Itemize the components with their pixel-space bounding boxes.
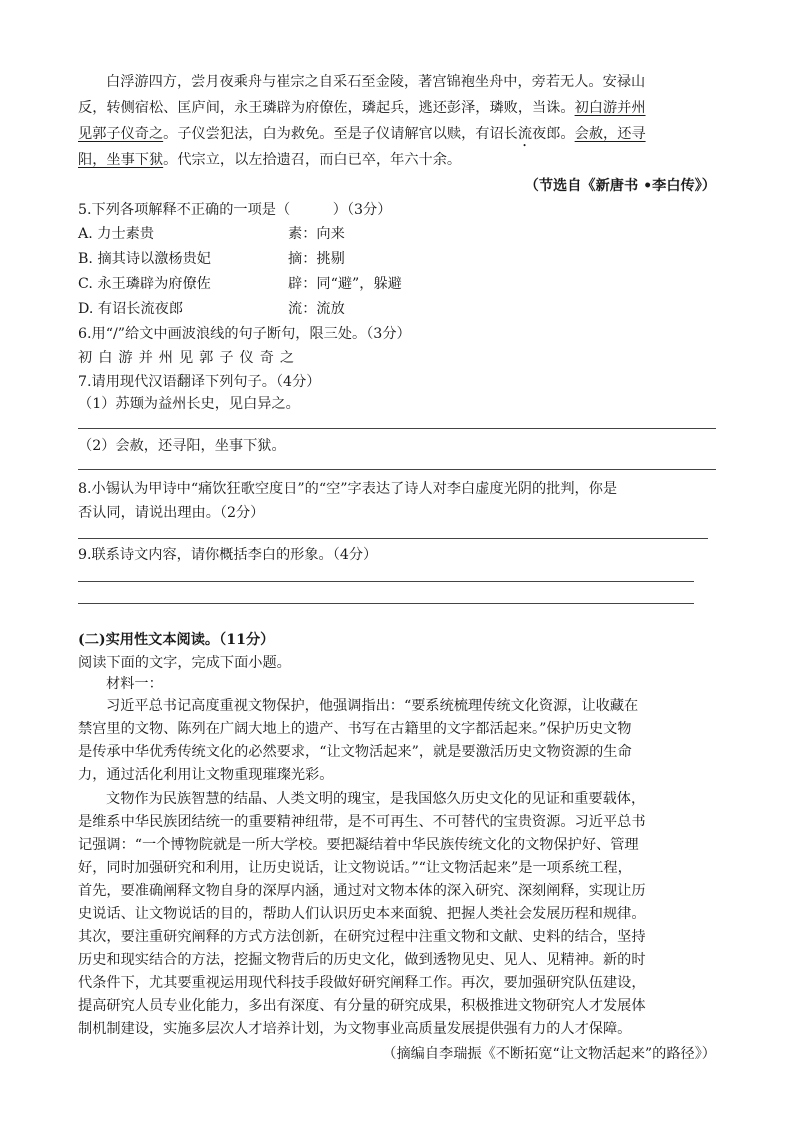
answer-line[interactable]: [78, 469, 716, 470]
material-p2-line: 是维系中华民族团结统一的重要精神纽带，是不可再生、不可替代的宝贵资源。习近平总书: [78, 814, 646, 830]
passage-line-2: [78, 98, 646, 118]
answer-line[interactable]: [78, 581, 694, 582]
option-c: [78, 274, 402, 294]
option-term: D. 有诏长流夜郎: [78, 301, 184, 317]
passage-line-4: [78, 150, 461, 170]
option-gloss: 流：流放: [288, 301, 345, 317]
material-p2-line: 代条件下，尤其要重视运用现代科技手段做好研究阐释工作。再次，要加强研究队伍建设，: [78, 975, 646, 991]
passage-source: （节选自《新唐书 •李白传》）: [524, 178, 716, 194]
material-p2-line: 其次，要注重研究阐释的方式方法创新，在研究过程中注重文物和文献、史料的结合，坚持: [78, 929, 646, 945]
passage-line-1: [106, 72, 645, 92]
passage-text: 夜郎。: [532, 126, 575, 142]
material-p1-line: 是传承中华优秀传统文化的必然要求，“让文物活起来”，就是要激活历史文物资源的生命: [78, 744, 632, 760]
answer-line[interactable]: [78, 428, 716, 429]
question-7-sentence-2: （2）会赦，还寻阳，坐事下狱。: [78, 438, 286, 454]
passage-text: 反，转侧宿松、匡庐间，永王璘辟为府僚佐，璘起兵，逃还彭泽，璘败，当诛。: [78, 100, 575, 116]
material-p1-line: 习近平总书记高度重视文物保护，他强调指出：“要系统梳理传统文化资源，让收藏在: [106, 698, 639, 714]
question-5-stem: 5.下列各项解释不正确的一项是（ ）（3分）: [78, 202, 392, 218]
section-2-title: (二)实用性文本阅读。（11分）: [78, 632, 275, 648]
passage-text: 。子仪尝犯法，白为救免。至是子仪请解官以赎，有诏长: [163, 126, 518, 142]
option-term: C. 永王璘辟为府僚佐: [78, 276, 211, 292]
question-8-line-2: 否认同，请说出理由。（2分）: [78, 505, 265, 521]
material-p2-line: 历史和现实结合的方法，挖掘文物背后的历史文化，做到透物见史、见人、见精神。新的时: [78, 952, 646, 968]
emphasized-character: 流: [517, 126, 533, 142]
underlined-sentence: 阳，坐事下狱: [78, 152, 164, 168]
wavy-underlined-sentence: 见郭子仪奇之: [78, 126, 164, 142]
question-7-sentence-1: （1）苏颋为益州长史，见白异之。: [78, 396, 300, 412]
option-gloss: 素：向来: [288, 226, 345, 242]
option-gloss: 摘：挑剔: [288, 251, 345, 267]
answer-line[interactable]: [78, 603, 694, 604]
question-9-stem: 9.联系诗文内容，请你概括李白的形象。（4分）: [78, 547, 378, 563]
material-p1-line: 禁宫里的文物、陈列在广阔大地上的遗产、书写在古籍里的文字都活起来。”保护历史文物: [78, 721, 632, 737]
material-p2-line: 文物作为民族智慧的结晶、人类文明的瑰宝，是我国悠久历史文化的见证和重要载体，: [106, 791, 646, 807]
underlined-sentence: 会赦，还寻: [574, 126, 646, 142]
passage-line-3: [78, 124, 646, 150]
option-term: A. 力士素贵: [78, 226, 155, 242]
material-p2-line: 好，同时加强研究和利用，让历史说话，让文物说话。”“让文物活起来”是一项系统工程，: [78, 860, 632, 876]
question-8-line-1: 8.小锡认为甲诗中“痛饮狂歌空度日”的“空”字表达了诗人对李白虚度光阴的批判，你是: [78, 481, 618, 497]
wavy-underlined-sentence: 初白游并州: [574, 100, 646, 116]
material-p1-line: 力，通过活化利用让文物重现璀璨光彩。: [78, 767, 334, 783]
material-p2-line: 制机制建设，实施多层次人才培养计划，为文物事业高质量发展提供强有力的人才保障。: [78, 1021, 632, 1037]
material-p2-line: 记强调：“一个博物院就是一所大学校。要把凝结着中华民族传统文化的文物保护好、管理: [78, 837, 639, 853]
passage-text: 。代宗立，以左拾遗召，而白已卒，年六十余。: [163, 152, 462, 168]
answer-line[interactable]: [78, 538, 708, 539]
option-b: [78, 249, 345, 269]
passage-text: 白浮游四方，尝月夜乘舟与崔宗之自采石至金陵，著宫锦袍坐舟中，旁若无人。安禄山: [106, 74, 646, 90]
question-6-stem: 6.用“/”给文中画波浪线的句子断句，限三处。（3分）: [78, 326, 411, 342]
option-a: [78, 224, 345, 244]
section-2-instruction: 阅读下面的文字，完成下面小题。: [78, 655, 291, 671]
material-p2-line: 史说话、让文物说话的目的，帮助人们认识历史本来面貌、把握人类社会发展历程和规律。: [78, 906, 646, 922]
material-source: （摘编自李瑞振《不断拓宽“让文物活起来”的路径》）: [382, 1046, 716, 1062]
material-p2-line: 提高研究人员专业化能力，多出有深度、有分量的研究成果，积极推进文物研究人才发展体: [78, 998, 646, 1014]
option-term: B. 摘其诗以激杨贵妃: [78, 251, 211, 267]
option-d: [78, 299, 345, 319]
material-p2-line: 首先，要准确阐释文物自身的深厚内涵，通过对文物本体的深入研究、深刻阐释，实现让历: [78, 883, 646, 899]
question-7-stem: 7.请用现代汉语翻译下列句子。（4分）: [78, 374, 321, 390]
question-6-text: 初白游并州见郭子仪奇之: [78, 350, 301, 366]
option-gloss: 辟：同“避”，躲避: [288, 276, 402, 292]
material-label: 材料一：: [106, 676, 163, 692]
